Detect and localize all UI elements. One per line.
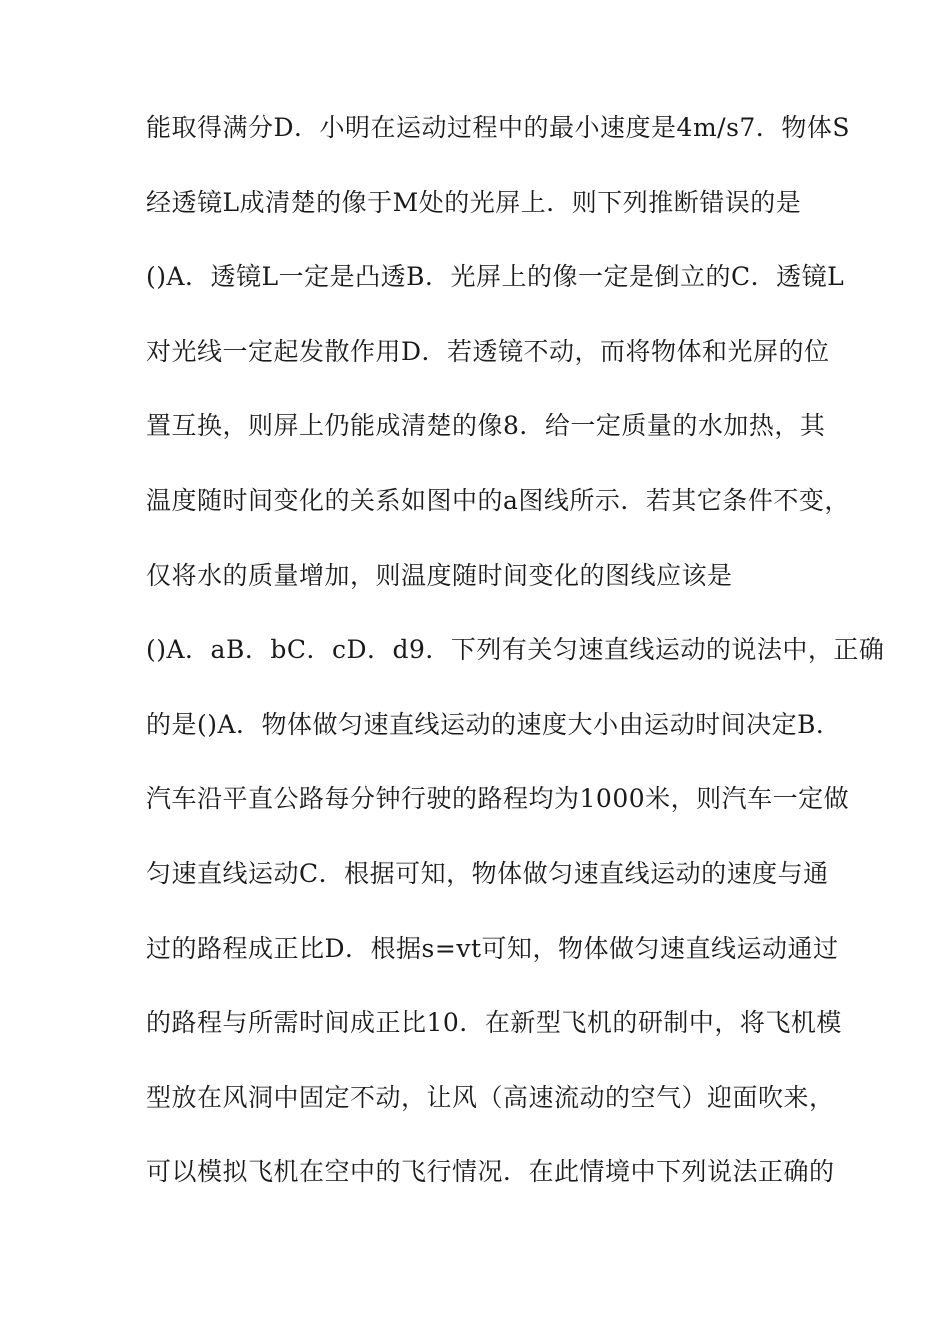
text-line: 能取得满分D．小明在运动过程中的最小速度是4m/s7．物体S — [146, 113, 850, 142]
text-line: ()A．aB．bC．cD．d9．下列有关匀速直线运动的说法中，正确 — [146, 635, 885, 665]
text-line: 过的路程成正比D．根据s=vt可知，物体做匀速直线运动通过 — [146, 933, 839, 963]
text-line: 对光线一定起发散作用D．若透镜不动，而将物体和光屏的位 — [146, 336, 830, 366]
text-line: 的路程与所需时间成正比10．在新型飞机的研制中，将飞机模 — [146, 1008, 842, 1038]
text-line: 汽车沿平直公路每分钟行驶的路程均为1000米，则汽车一定做 — [146, 784, 850, 814]
text-line: 匀速直线运动C．根据可知，物体做匀速直线运动的速度与通 — [146, 858, 829, 888]
text-line: 温度随时间变化的关系如图中的a图线所示．若其它条件不变， — [146, 485, 850, 515]
text-line: 型放在风洞中固定不动，让风（高速流动的空气）迎面吹来， — [146, 1082, 835, 1112]
text-line: 仅将水的质量增加，则温度随时间变化的图线应该是 — [146, 560, 733, 590]
text-line: 可以模拟飞机在空中的飞行情况．在此情境中下列说法正确的 — [146, 1157, 835, 1187]
text-line: 经透镜L成清楚的像于M处的光屏上．则下列推断错误的是 — [146, 187, 802, 217]
body-text — [146, 110, 885, 1229]
text-line: 的是()A．物体做匀速直线运动的速度大小由运动时间决定B． — [146, 709, 842, 739]
text-line: ()A．透镜L一定是凸透B．光屏上的像一定是倒立的C．透镜L — [146, 262, 845, 292]
text-line: 置互换，则屏上仍能成清楚的像8．给一定质量的水加热，其 — [146, 411, 826, 441]
